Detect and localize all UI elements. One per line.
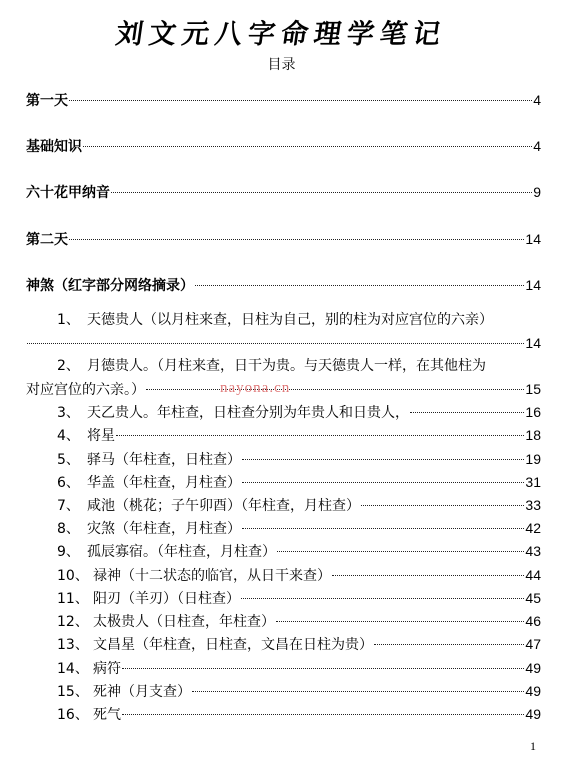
toc-heading-text: 第二天 xyxy=(26,232,68,248)
toc-heading-shensha[interactable] xyxy=(26,275,541,296)
toc-item-text: 孤辰寡宿。（年柱查，月柱查） xyxy=(87,544,276,560)
toc-item-number: 15、 xyxy=(57,684,89,700)
document-title: 刘文元八字命理学笔记 xyxy=(113,19,449,50)
toc-page-number: 9 xyxy=(533,184,541,200)
toc-leader-dots xyxy=(374,644,524,645)
toc-leader-dots xyxy=(69,100,532,101)
toc-heading-day1[interactable] xyxy=(26,90,541,111)
toc-page-number: 14 xyxy=(525,231,541,247)
toc-page-number: 15 xyxy=(525,381,541,397)
toc-page-number: 14 xyxy=(525,277,541,293)
toc-page-number: 16 xyxy=(525,404,541,420)
toc-item-text: 月德贵人。（月柱来查，日干为贵。与天德贵人一样，在其他柱为 xyxy=(87,358,486,374)
toc-item-number: 13、 xyxy=(57,637,89,653)
toc-page-number: 44 xyxy=(525,567,541,583)
toc-item-text: 将星 xyxy=(87,428,115,444)
toc-leader-dots xyxy=(241,598,524,599)
toc-item-text: 禄神（十二状态的临官，从日干来查） xyxy=(93,568,331,584)
toc-item-9[interactable] xyxy=(57,541,541,562)
toc-item-number: 6、 xyxy=(57,475,80,491)
toc-item-number: 10、 xyxy=(57,568,89,584)
toc-item-text: 驿马（年柱查，日柱查） xyxy=(87,452,241,468)
toc-item-16[interactable] xyxy=(57,704,541,725)
toc-leader-dots xyxy=(195,285,524,286)
toc-item-12[interactable] xyxy=(57,611,541,632)
toc-leader-dots xyxy=(146,389,524,390)
toc-item-text: 死气 xyxy=(93,707,121,723)
toc-item-8[interactable] xyxy=(57,518,541,539)
toc-item-3[interactable] xyxy=(57,402,541,423)
toc-item-13[interactable] xyxy=(57,634,541,655)
toc-page-number: 49 xyxy=(525,683,541,699)
toc-item-5[interactable] xyxy=(57,449,541,470)
toc-leader-dots xyxy=(332,575,524,576)
toc-page-number: 33 xyxy=(525,497,541,513)
toc-page-number: 4 xyxy=(533,138,541,154)
toc-heading-day2[interactable] xyxy=(26,229,541,250)
toc-leader-dots xyxy=(122,668,524,669)
toc-heading-text: 神煞（红字部分网络摘录） xyxy=(26,278,194,294)
toc-heading-basics[interactable] xyxy=(26,136,541,157)
toc-page-number: 42 xyxy=(525,520,541,536)
toc-item-text: 咸池（桃花；子午卯酉）（年柱查，月柱查） xyxy=(87,498,360,514)
toc-item-text: 病符 xyxy=(93,661,121,677)
toc-leader-dots xyxy=(122,714,524,715)
document-subtitle: 目录 xyxy=(267,57,296,73)
toc-item-number: 3、 xyxy=(57,405,80,421)
watermark-text: nayona.cn xyxy=(220,380,291,396)
toc-item-number: 2、 xyxy=(57,358,80,374)
toc-item-text: 太极贵人（日柱查，年柱查） xyxy=(93,614,275,630)
toc-item-15[interactable] xyxy=(57,681,541,702)
toc-item-6[interactable] xyxy=(57,472,541,493)
toc-item-11[interactable] xyxy=(57,588,541,609)
toc-item-7[interactable] xyxy=(57,495,541,516)
toc-item-4[interactable] xyxy=(57,425,541,446)
toc-page-number: 31 xyxy=(525,474,541,490)
toc-item-14[interactable] xyxy=(57,658,541,679)
toc-item-text: 天德贵人（以月柱来查，日柱为自己，别的柱为对应宫位的六亲） xyxy=(87,312,493,328)
toc-leader-dots xyxy=(361,505,524,506)
toc-leader-dots xyxy=(242,482,524,483)
toc-leader-dots xyxy=(242,528,524,529)
toc-leader-dots xyxy=(242,459,524,460)
toc-item-text: 华盖（年柱查，月柱查） xyxy=(87,475,241,491)
toc-item-text: 死神（月支查） xyxy=(93,684,191,700)
toc-item-number: 9、 xyxy=(57,544,80,560)
toc-page-number: 47 xyxy=(525,636,541,652)
toc-heading-text: 基础知识 xyxy=(26,139,82,155)
toc-page-number: 18 xyxy=(525,427,541,443)
toc-leader-dots xyxy=(277,551,524,552)
toc-item-2-line1[interactable] xyxy=(57,356,486,376)
toc-page-number: 49 xyxy=(525,706,541,722)
toc-leader-dots xyxy=(276,621,524,622)
toc-page-number: 4 xyxy=(533,92,541,108)
page-footer-number: 1 xyxy=(530,739,536,753)
toc-page-number: 14 xyxy=(525,335,541,351)
toc-leader-dots xyxy=(27,343,524,344)
toc-page-number: 46 xyxy=(525,613,541,629)
toc-page-number: 19 xyxy=(525,451,541,467)
toc-page-number: 45 xyxy=(525,590,541,606)
toc-item-number: 11、 xyxy=(57,591,89,607)
toc-item-number: 5、 xyxy=(57,452,80,468)
toc-item-1-line1[interactable] xyxy=(57,310,493,330)
toc-leader-dots xyxy=(410,412,524,413)
toc-leader-dots xyxy=(116,435,524,436)
toc-heading-text: 第一天 xyxy=(26,93,68,109)
toc-item-number: 1、 xyxy=(57,312,80,328)
toc-item-number: 8、 xyxy=(57,521,80,537)
toc-item-text: 文昌星（年柱查，日柱查，文昌在日柱为贵） xyxy=(93,637,373,653)
toc-item-1-line2[interactable] xyxy=(26,333,541,353)
toc-item-10[interactable] xyxy=(57,565,541,586)
toc-item-text: 灾煞（年柱查，月柱查） xyxy=(87,521,241,537)
toc-item-text-continued: 对应宫位的六亲。） xyxy=(26,382,145,398)
toc-leader-dots xyxy=(192,691,524,692)
toc-item-number: 16、 xyxy=(57,707,89,723)
toc-item-text: 阳刃（羊刃）（日柱查） xyxy=(93,591,240,607)
toc-heading-text: 六十花甲纳音 xyxy=(26,185,110,201)
toc-item-number: 7、 xyxy=(57,498,80,514)
toc-item-number: 14、 xyxy=(57,661,89,677)
toc-page-number: 43 xyxy=(525,543,541,559)
toc-heading-nayin[interactable] xyxy=(26,182,541,203)
toc-leader-dots xyxy=(111,192,532,193)
toc-item-text: 天乙贵人。年柱查，日柱查分别为年贵人和日贵人， xyxy=(87,405,409,421)
toc-leader-dots xyxy=(69,239,524,240)
toc-item-number: 4、 xyxy=(57,428,80,444)
toc-leader-dots xyxy=(83,146,532,147)
toc-item-number: 12、 xyxy=(57,614,89,630)
toc-page-number: 49 xyxy=(525,660,541,676)
